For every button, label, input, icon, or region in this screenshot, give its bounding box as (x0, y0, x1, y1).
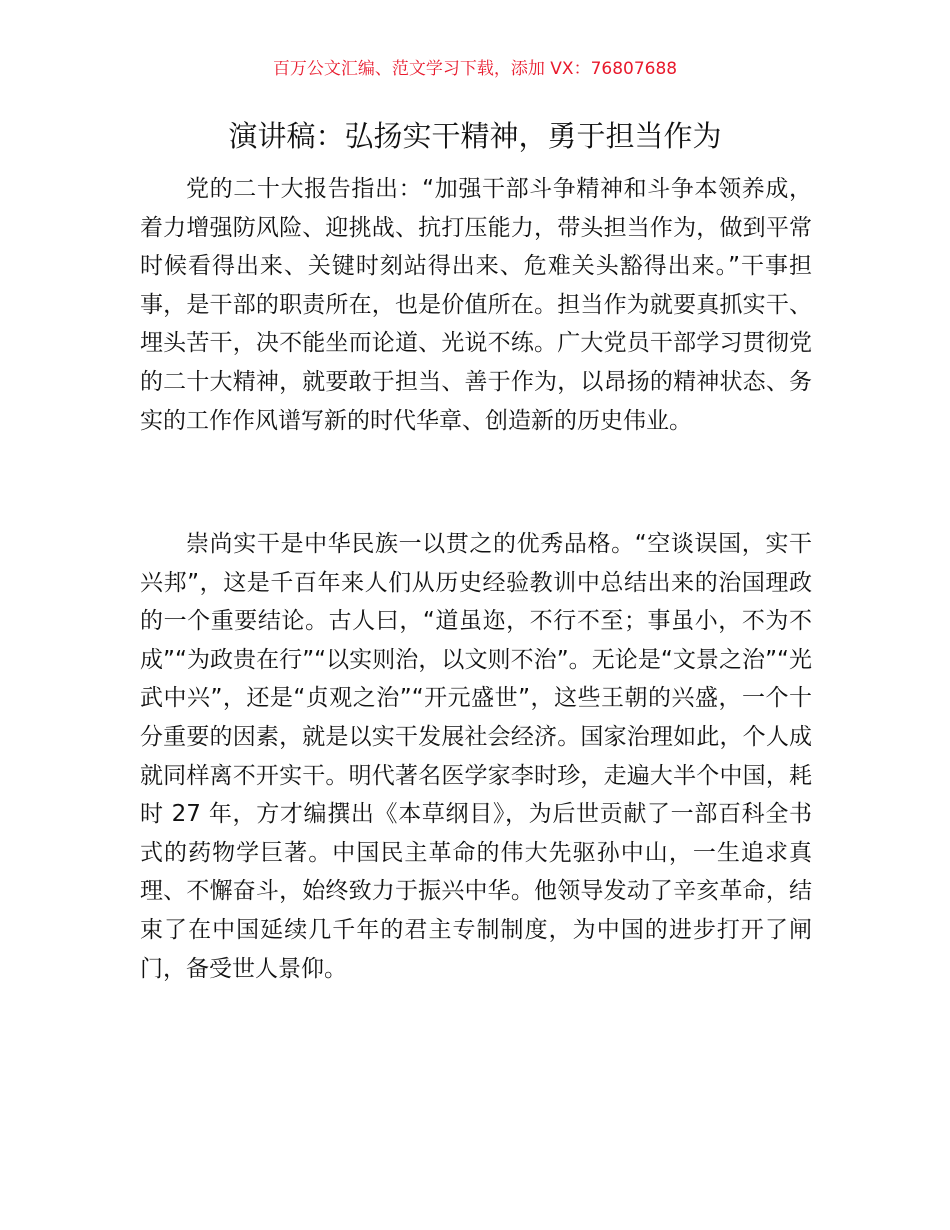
document-title: 演讲稿：弘扬实干精神，勇于担当作为 (228, 119, 722, 153)
header-banner: 百万公文汇编、范文学习下载，添加 VX：76807688 (272, 59, 678, 79)
paragraph-1: 党的二十大报告指出：“加强干部斗争精神和斗争本领养成，着力增强防风险、迎挑战、抗打压能力，带头担当作为，做到平常时候看得出来、关键时刻站得出来、危难关头豁得出来。”干事担事，是干部的职责所在，也是价值所在。担当作为就要真抓实干、埋头苦干，决不能坐而论道、光说不练。广大党员干部学习贯彻党的二十大精神，就要敢于担当、善于作为，以昂扬的精神状态、务实的工作作风谱写新的时代华章、创造新的历史伟业。 (140, 176, 812, 434)
paragraph-2: 崇尚实干是中华民族一以贯之的优秀品格。“空谈误国，实干兴邦”，这是千百年来人们从历史经验教训中总结出来的治国理政的一个重要结论。古人曰，“道虽迩，不行不至；事虽小，不为不成”“为政贵在行”“以实则治，以文则不治”。无论是“文景之治”“光武中兴”，还是“贞观之治”“开元盛世”，这些王朝的兴盛，一个十分重要的因素，就是以实干发展社会经济。国家治理如此，个人成就同样离不开实干。明代著名医学家李时珍，走遍大半个中国，耗时 27 年，方才编撰出《本草纲目》，为后世贡献了一部百科全书式的药物学巨著。中国民主革命的伟大先驱孙中山，一生追求真理、不懈奋斗，始终致力于振兴中华。他领导发动了辛亥革命，结束了在中国延续几千年的君主专制制度，为中国的进步打开了闸门，备受世人景仰。 (140, 531, 812, 982)
